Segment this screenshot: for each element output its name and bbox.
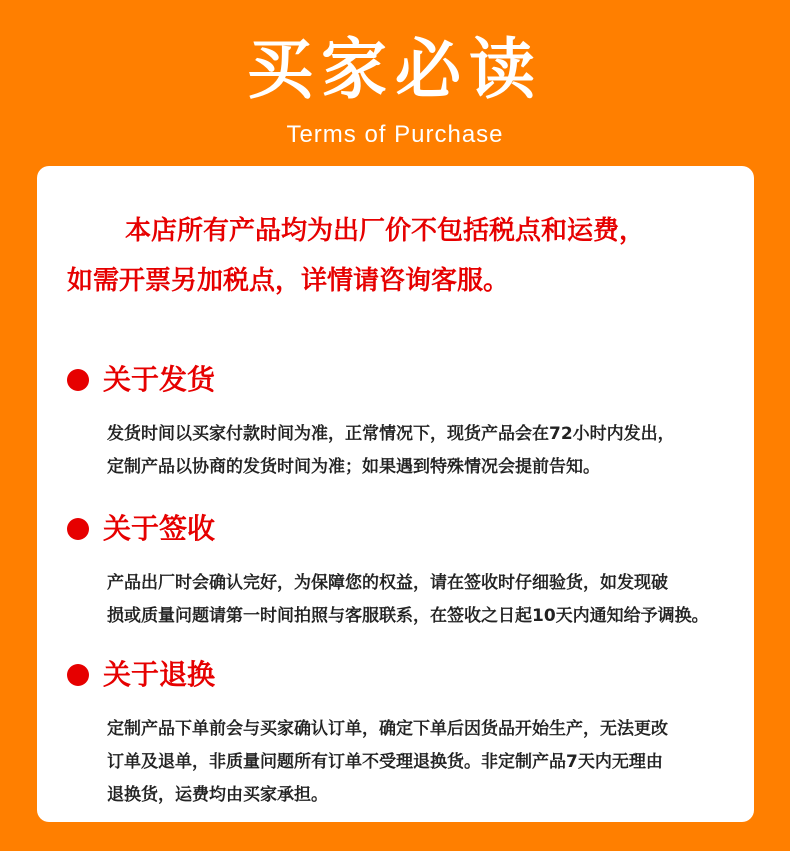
body-line: 退换货，运费均由买家承担。 xyxy=(107,785,328,805)
body-line: 发货时间以买家付款时间为准，正常情况下，现货产品会在72小时内发出， xyxy=(107,424,675,444)
bullet-dot-icon xyxy=(67,664,89,686)
section-returns xyxy=(67,655,747,812)
section-header xyxy=(67,360,747,400)
section-body xyxy=(67,713,747,812)
intro-line: 如需开票另加税点，详情请咨询客服。 xyxy=(67,266,510,296)
section-header xyxy=(67,655,747,695)
bullet-dot-icon xyxy=(67,369,89,391)
section-title: 关于发货 xyxy=(103,363,216,396)
page-subtitle: Terms of Purchase xyxy=(286,121,504,148)
page-title: 买家必读 xyxy=(247,31,543,108)
section-receipt xyxy=(67,509,747,633)
section-title: 关于签收 xyxy=(103,512,216,545)
body-line: 定制产品下单前会与买家确认订单，确定下单后因货品开始生产，无法更改 xyxy=(107,719,668,739)
bullet-dot-icon xyxy=(67,518,89,540)
terms-card xyxy=(37,166,754,822)
intro-notice xyxy=(67,206,747,306)
section-body xyxy=(67,567,747,633)
section-shipping xyxy=(67,360,747,484)
body-line: 产品出厂时会确认完好，为保障您的权益，请在签收时仔细验货，如发现破 xyxy=(107,573,668,593)
body-line: 损或质量问题请第一时间拍照与客服联系，在签收之日起10天内通知给予调换。 xyxy=(107,606,709,626)
section-title: 关于退换 xyxy=(103,658,216,691)
body-line: 订单及退单，非质量问题所有订单不受理退换货。非定制产品7天内无理由 xyxy=(107,752,663,772)
section-body xyxy=(67,418,747,484)
body-line: 定制产品以协商的发货时间为准；如果遇到特殊情况会提前告知。 xyxy=(107,457,600,477)
section-header xyxy=(67,509,747,549)
intro-line: 本店所有产品均为出厂价不包括税点和运费， xyxy=(125,216,646,246)
